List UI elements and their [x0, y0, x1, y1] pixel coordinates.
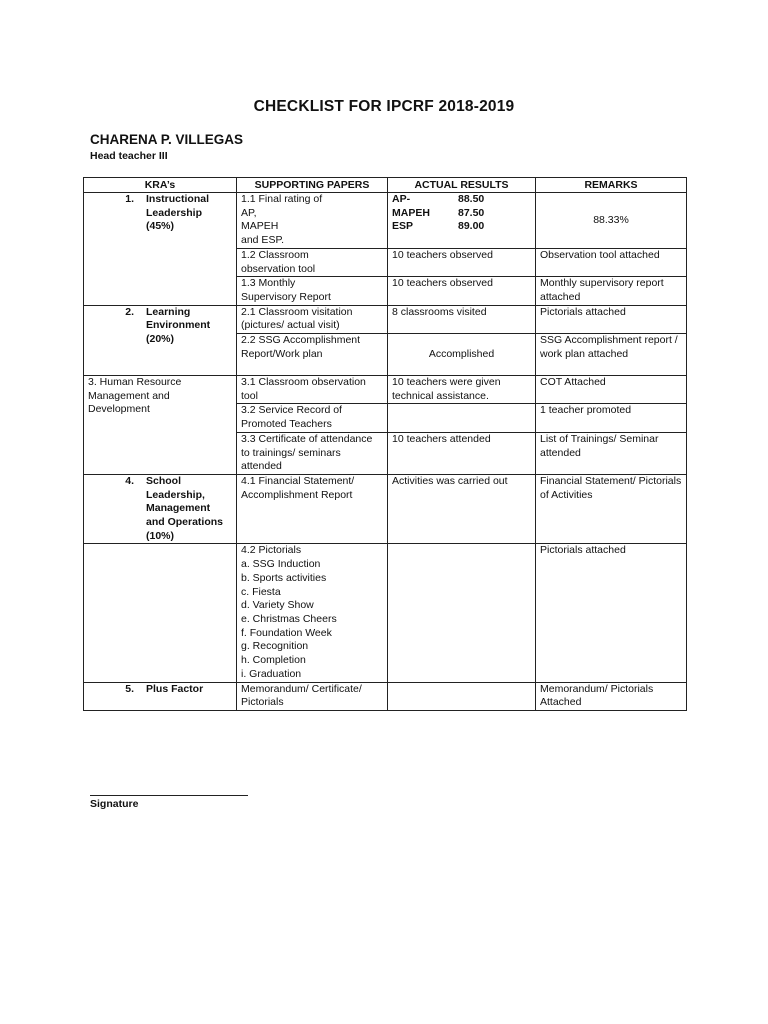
remark-1-2: Observation tool attached: [536, 248, 687, 276]
paper-1-3-title: 1.3 Monthly: [241, 277, 296, 290]
teacher-name: CHARENA P. VILLEGAS: [90, 132, 244, 147]
table-row: [84, 474, 687, 544]
kra2-num: 2.: [125, 305, 134, 318]
result-1-1: [388, 193, 536, 249]
kra4-pct: (10%): [146, 529, 175, 542]
remark-3-3: List of Trainings/ Seminar attended: [536, 432, 687, 474]
paper-1-1-line: AP,: [241, 206, 257, 219]
table-row: [84, 376, 687, 404]
result-1-2: 10 teachers observed: [388, 248, 536, 276]
list-item: i. Graduation: [241, 667, 302, 680]
paper-1-3: [237, 277, 388, 305]
kra3-cell: 3. Human Resource Management and Development: [84, 376, 237, 475]
remark-2-1: Pictorials attached: [536, 305, 687, 333]
paper-3-1: 3.1 Classroom observation tool: [237, 376, 388, 404]
rating-label: AP-: [392, 193, 411, 205]
list-item: d. Variety Show: [241, 599, 314, 612]
paper-1-1-title: 1.1 Final rating of: [241, 193, 323, 205]
result-1-3: 10 teachers observed: [388, 277, 536, 305]
kra5-num: 5.: [125, 682, 134, 695]
kra5-title: Plus Factor: [146, 682, 204, 695]
remark-4-1: Financial Statement/ Pictorials of Activities: [536, 474, 687, 544]
remark-4-2: Pictorials attached: [536, 544, 687, 682]
result-2-2: Accomplished: [388, 334, 536, 376]
rating-value: 87.50: [458, 206, 485, 219]
paper-1-2-title: 1.2 Classroom: [241, 248, 309, 261]
kra2-title-line2: Environment: [146, 319, 211, 332]
paper-2-2: 2.2 SSG Accomplishment Report/Work plan: [237, 334, 388, 376]
paper-1-1: [237, 193, 388, 249]
header-supporting-papers: SUPPORTING PAPERS: [237, 178, 388, 193]
remark-3-1: COT Attached: [536, 376, 687, 404]
remark-5: Memorandum/ Pictorials Attached: [536, 682, 687, 710]
document-title: CHECKLIST FOR IPCRF 2018-2019: [253, 98, 515, 115]
remark-2-2: SSG Accomplishment report / work plan attached: [536, 334, 687, 376]
kra4-title-line: Management: [146, 502, 211, 515]
result-3-2: [388, 404, 536, 432]
rating-value: 89.00: [458, 220, 485, 233]
kra4-empty-cell: [84, 544, 237, 682]
list-item: c. Fiesta: [241, 585, 281, 598]
teacher-role: Head teacher III: [90, 150, 168, 162]
paper-5: Memorandum/ Certificate/ Pictorials: [237, 682, 388, 710]
kra1-title: [146, 193, 209, 220]
kra2-cell: [84, 305, 237, 375]
kra1-pct: (45%): [146, 220, 175, 233]
result-4-2: [388, 544, 536, 682]
paper-2-1: 2.1 Classroom visitation (pictures/ actual visit): [237, 305, 388, 333]
paper-1-2-line: observation tool: [241, 262, 316, 275]
list-item: a. SSG Induction: [241, 558, 321, 571]
rating-value: 88.50: [458, 193, 485, 205]
kra2-title-line1: Learning: [146, 305, 191, 318]
rating-label: ESP: [392, 220, 414, 233]
list-item: b. Sports activities: [241, 571, 327, 584]
result-3-1: 10 teachers were given technical assistance.: [388, 376, 536, 404]
table-header-row: [84, 178, 687, 193]
kra4-title-line: and Operations: [146, 516, 224, 529]
paper-1-3-line: Supervisory Report: [241, 290, 331, 303]
paper-1-1-line: MAPEH: [241, 220, 279, 233]
kra2-pct: (20%): [146, 333, 175, 346]
rating-label: MAPEH: [392, 206, 430, 219]
paper-4-2: [237, 544, 388, 682]
signature-line: [90, 795, 248, 796]
table-row: [84, 682, 687, 710]
remark-3-2: 1 teacher promoted: [536, 404, 687, 432]
paper-3-3: 3.3 Certificate of attendance to trainings/ seminars attended: [237, 432, 388, 474]
paper-1-2: [237, 248, 388, 276]
paper-4-1: 4.1 Financial Statement/ Accomplishment Report: [237, 474, 388, 544]
result-3-3: 10 teachers attended: [388, 432, 536, 474]
kra4-title-line: Leadership,: [146, 488, 205, 501]
kra4-num: 4.: [125, 474, 134, 487]
table-row: [84, 193, 687, 249]
paper-1-1-line: and ESP.: [241, 234, 285, 247]
paper-3-2: 3.2 Service Record of Promoted Teachers: [237, 404, 388, 432]
result-2-1: 8 classrooms visited: [388, 305, 536, 333]
list-item: h. Completion: [241, 654, 306, 667]
list-item: e. Christmas Cheers: [241, 612, 337, 625]
list-item: f. Foundation Week: [241, 626, 332, 639]
kra4-title-line: School: [146, 474, 182, 487]
pictorials-title: 4.2 Pictorials: [241, 544, 302, 557]
kra1-num: 1.: [125, 193, 134, 205]
table-row: [84, 305, 687, 333]
kra4-cell: [84, 474, 237, 544]
ratings-list: [392, 193, 531, 234]
table-row: [84, 544, 687, 682]
kra1-title-line1: Instructional: [146, 193, 210, 205]
header-actual-results: ACTUAL RESULTS: [388, 178, 536, 193]
kra4-title: [146, 475, 223, 544]
remark-1-1: 88.33%: [536, 193, 687, 249]
kra1-title-line2: Leadership: [146, 206, 203, 219]
kra5-cell: [84, 682, 237, 710]
remark-1-3: Monthly supervisory report attached: [536, 277, 687, 305]
list-item: g. Recognition: [241, 640, 309, 653]
checklist-table: [83, 177, 687, 711]
header-remarks: REMARKS: [536, 178, 687, 193]
signature-label: Signature: [90, 798, 139, 810]
kra1-cell: [84, 193, 237, 306]
kra2-title: [146, 306, 210, 333]
header-kra: KRA’s: [84, 178, 237, 193]
result-4-1: Activities was carried out: [388, 474, 536, 544]
result-5: [388, 682, 536, 710]
